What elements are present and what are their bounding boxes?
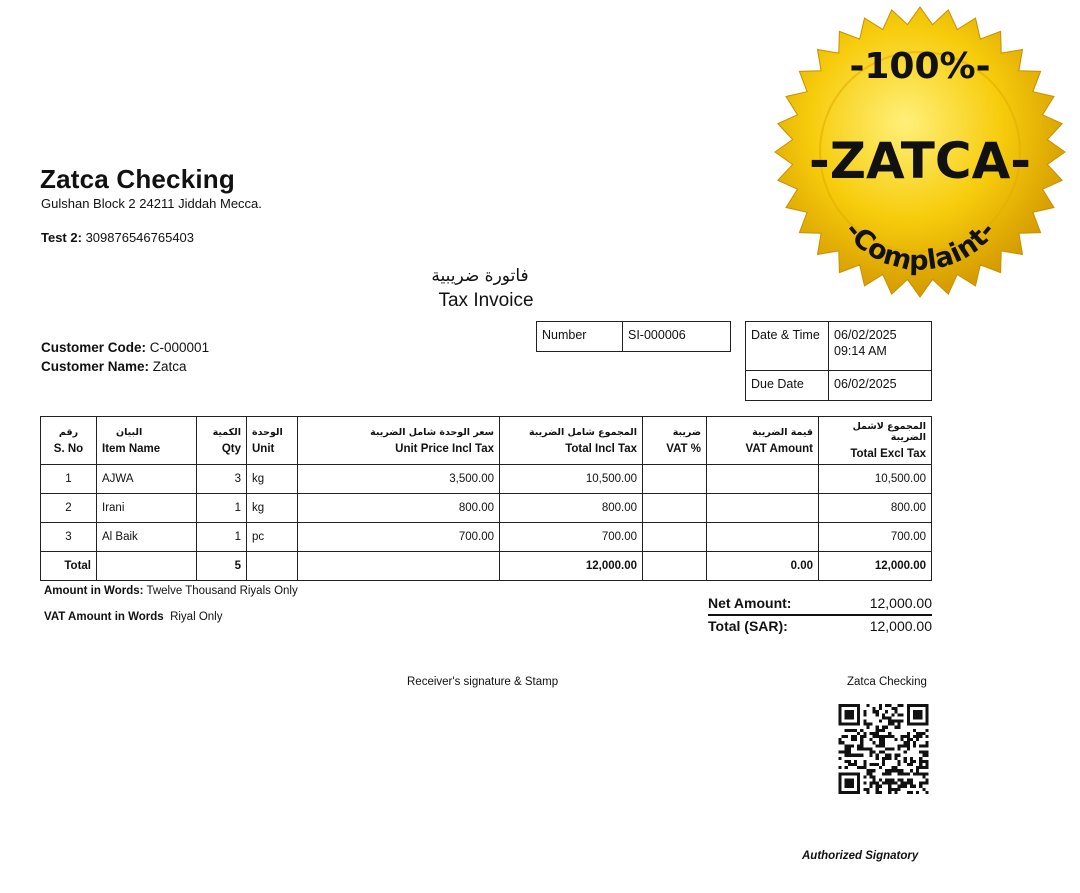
qr-code-icon bbox=[838, 704, 929, 794]
header-vat-pct: ضريبة VAT % bbox=[643, 417, 707, 465]
customer-code: C-000001 bbox=[149, 340, 210, 355]
zatca-seal-badge bbox=[770, 0, 1070, 305]
customer-name-label: Customer Name: bbox=[41, 359, 150, 374]
total-sar-label: Total (SAR): bbox=[708, 618, 788, 634]
invoice-time: 09:14 AM bbox=[834, 344, 887, 358]
datetime-value bbox=[829, 322, 932, 371]
invoice-date: 06/02/2025 bbox=[834, 328, 897, 342]
company-address: Gulshan Block 2 24211 Jiddah Mecca. bbox=[41, 196, 262, 211]
title-english: Tax Invoice bbox=[438, 290, 534, 311]
header-qty: الكمية Qty bbox=[197, 417, 247, 465]
customer-name: Zatca bbox=[152, 359, 187, 374]
net-amount-row bbox=[708, 593, 932, 613]
total-sar-row bbox=[708, 616, 932, 636]
header-item: البيان Item Name bbox=[97, 417, 197, 465]
due-date-label: Due Date bbox=[746, 371, 829, 401]
seal-bottom-text: -Complaint- bbox=[838, 215, 1002, 277]
customer-name-line bbox=[41, 359, 187, 374]
table-row: 2 Irani 1 kg 800.00 800.00 800.00 bbox=[41, 494, 932, 523]
due-date: 06/02/2025 bbox=[829, 371, 932, 401]
invoice-date-box bbox=[745, 321, 932, 401]
header-sno: رقم S. No bbox=[41, 417, 97, 465]
invoice-number-box bbox=[536, 321, 731, 352]
table-row: 3 Al Baik 1 pc 700.00 700.00 700.00 bbox=[41, 523, 932, 552]
net-amount-label: Net Amount: bbox=[708, 595, 792, 611]
amount-words: Twelve Thousand Riyals Only bbox=[146, 585, 298, 597]
datetime-label: Date & Time bbox=[746, 322, 829, 371]
items-table bbox=[40, 416, 932, 581]
table-total-row: Total 5 12,000.00 0.00 12,000.00 bbox=[41, 552, 932, 581]
header-vat-amount: قيمة الضريبة VAT Amount bbox=[707, 417, 819, 465]
vat-in-words bbox=[44, 611, 222, 623]
table-row: 1 AJWA 3 kg 3,500.00 10,500.00 10,500.00 bbox=[41, 465, 932, 494]
invoice-number: SI-000006 bbox=[623, 322, 731, 352]
invoice-number-label: Number bbox=[537, 322, 623, 352]
vat-label: Test 2: bbox=[41, 230, 82, 245]
customer-code-label: Customer Code: bbox=[41, 340, 147, 355]
authorized-signatory: Authorized Signatory bbox=[802, 850, 919, 862]
header-unit: الوحدة Unit bbox=[247, 417, 298, 465]
amount-in-words bbox=[44, 585, 298, 597]
receiver-signature: Receiver's signature & Stamp bbox=[407, 676, 559, 688]
header-total-excl: المجموع لاشمل الضريبة Total Excl Tax bbox=[819, 417, 932, 465]
vat-words-label: VAT Amount in Words bbox=[44, 611, 164, 623]
amount-words-label: Amount in Words: bbox=[44, 585, 144, 597]
summary-totals bbox=[708, 593, 932, 636]
header-total-incl: المجموع شامل الضريبة Total Incl Tax bbox=[500, 417, 643, 465]
customer-code-line bbox=[41, 340, 209, 355]
seal-middle-text: -ZATCA- bbox=[808, 132, 1032, 190]
table-header-row bbox=[41, 417, 932, 465]
qr-modules bbox=[839, 704, 929, 794]
company-signature: Zatca Checking bbox=[847, 676, 927, 688]
header-unit-price: سعر الوحدة شامل الضريبة Unit Price Incl Tax bbox=[298, 417, 500, 465]
vat-line bbox=[41, 230, 194, 245]
seal-top-text: -100%- bbox=[849, 46, 991, 87]
net-amount: 12,000.00 bbox=[869, 595, 932, 611]
vat-words: Riyal Only bbox=[170, 611, 223, 623]
company-name: Zatca Checking bbox=[40, 164, 235, 194]
vat-number: 309876546765403 bbox=[85, 230, 195, 245]
title-arabic: فاتورة ضريبية bbox=[431, 266, 529, 286]
total-sar: 12,000.00 bbox=[869, 618, 932, 634]
